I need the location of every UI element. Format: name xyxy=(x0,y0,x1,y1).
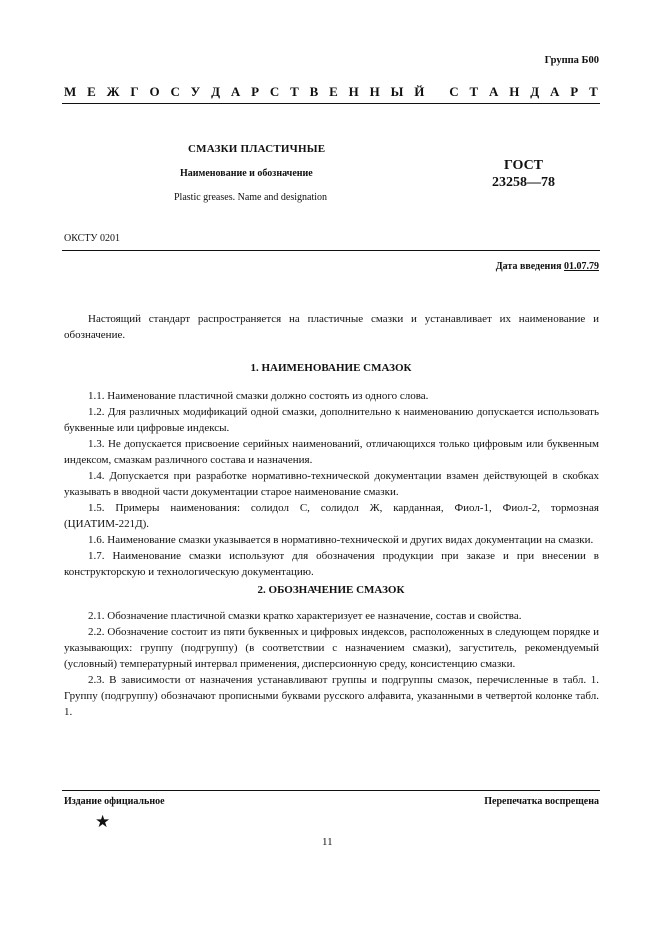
paragraph-2-2: 2.2. Обозначение состоит из пяти буквенных и цифровых индексов, расположенных в следующем порядке и указывающих: группу (подгруппу) (в соответствии с назначением смазки), загуститель, рекомендуемый (условный) температурный интервал применения, дисперсионную среду, консистенцию смазки. xyxy=(64,626,599,670)
banner-letter: С xyxy=(269,84,280,99)
gost-label: ГОСТ xyxy=(503,158,544,173)
document-title: СМАЗКИ ПЛАСТИЧНЫЕ xyxy=(188,143,326,155)
banner-letter: Е xyxy=(87,84,96,99)
english-title: Plastic greases. Name and designation xyxy=(174,192,328,203)
banner-letter: М xyxy=(64,84,77,99)
star-icon: ★ xyxy=(95,812,111,831)
banner-letter: А xyxy=(489,84,499,99)
top-rule xyxy=(62,103,600,104)
mid-rule xyxy=(62,250,600,251)
section1-heading: 1. НАИМЕНОВАНИЕ СМАЗОК xyxy=(250,362,412,374)
banner-letter: А xyxy=(230,84,241,99)
paragraph-1-5: 1.5. Примеры наименования: солидол С, солидол Ж, карданная, Фиол-1, Фиол-2, тормозная (ЦИАТИМ-221Д). xyxy=(64,502,599,530)
section1-body xyxy=(64,388,599,580)
paragraph-1-1: 1.1. Наименование пластичной смазки должно состоять из одного слова. xyxy=(88,390,429,402)
banner-letter: Т xyxy=(290,84,299,99)
banner-letter: Р xyxy=(251,84,260,99)
page-number: 11 xyxy=(322,836,333,848)
gost-number: 23258—78 xyxy=(492,175,555,190)
banner-letter: Н xyxy=(509,84,520,99)
banner-letter: Г xyxy=(130,84,139,99)
paragraph-1-3: 1.3. Не допускается присвоение серийных наименований, отличающихся только цифровым или буквенным индексом, смазкам различного состава и назначения. xyxy=(64,438,599,466)
banner-letter: Д xyxy=(530,84,540,99)
paragraph-1-4: 1.4. Допускается при разработке нормативно-технической документации взамен действующей в скобках указывать в вводной части документации старое наименование смазки. xyxy=(64,470,599,498)
banner-letter: Н xyxy=(348,84,359,99)
intro-text: Настоящий стандарт распространяется на пластичные смазки и устанавливает их наименование и обозначение. xyxy=(64,313,599,341)
banner-letter: С xyxy=(449,84,459,99)
banner-letter: Т xyxy=(589,84,598,99)
banner-letter: В xyxy=(309,84,319,99)
footer-rule xyxy=(62,790,600,791)
date-label: Дата введения xyxy=(495,261,562,272)
banner-letter: Ж xyxy=(106,84,120,99)
paragraph-1-6: 1.6. Наименование смазки указывается в нормативно-технической и других видах документации на смазки. xyxy=(88,534,594,546)
date-value: 01.07.79 xyxy=(564,261,599,272)
official-edition: Издание официальное xyxy=(64,796,165,807)
banner-letter: Ы xyxy=(390,84,404,99)
banner-letter: Й xyxy=(414,84,425,99)
paragraph-2-3: 2.3. В зависимости от назначения устанавливают группы и подгруппы смазок, перечисленные в табл. 1. Группу (подгруппу) обозначают прописными буквами русского алфавита, указанными в четвертой колонке табл. 1. xyxy=(64,674,599,718)
paragraph-1-2: 1.2. Для различных модификаций одной смазки, дополнительно к наименованию допускается использовать буквенные или цифровые индексы. xyxy=(64,406,599,434)
banner-letter: С xyxy=(170,84,180,99)
document-subtitle: Наименование и обозначение xyxy=(180,168,313,179)
gost-block xyxy=(492,157,555,191)
banner-letter: У xyxy=(190,84,201,99)
group-code: Группа Б00 xyxy=(544,55,599,66)
oksty-code: ОКСТУ 0201 xyxy=(64,233,121,244)
interstate-standard-banner xyxy=(64,84,598,100)
paragraph-1-7: 1.7. Наименование смазки используют для обозначения продукции при заказе и при внесении в конструкторскую и технологическую документацию. xyxy=(64,550,599,578)
effective-date xyxy=(496,261,599,272)
reprint-prohibited: Перепечатка воспрещена xyxy=(484,796,599,807)
paragraph-2-1: 2.1. Обозначение пластичной смазки кратко характеризует ее назначение, состав и свойства. xyxy=(88,610,522,622)
banner-letter: А xyxy=(550,84,560,99)
section2-heading: 2. ОБОЗНАЧЕНИЕ СМАЗОК xyxy=(257,584,405,596)
banner-letter: О xyxy=(149,84,160,99)
banner-letter: Т xyxy=(469,84,479,99)
intro-paragraph xyxy=(64,311,599,343)
section2-body xyxy=(64,608,599,720)
banner-letter: Р xyxy=(570,84,579,99)
banner-letter xyxy=(435,84,438,100)
banner-letter: Е xyxy=(329,84,338,99)
banner-letter: Д xyxy=(211,84,221,99)
banner-letter: Н xyxy=(369,84,380,99)
